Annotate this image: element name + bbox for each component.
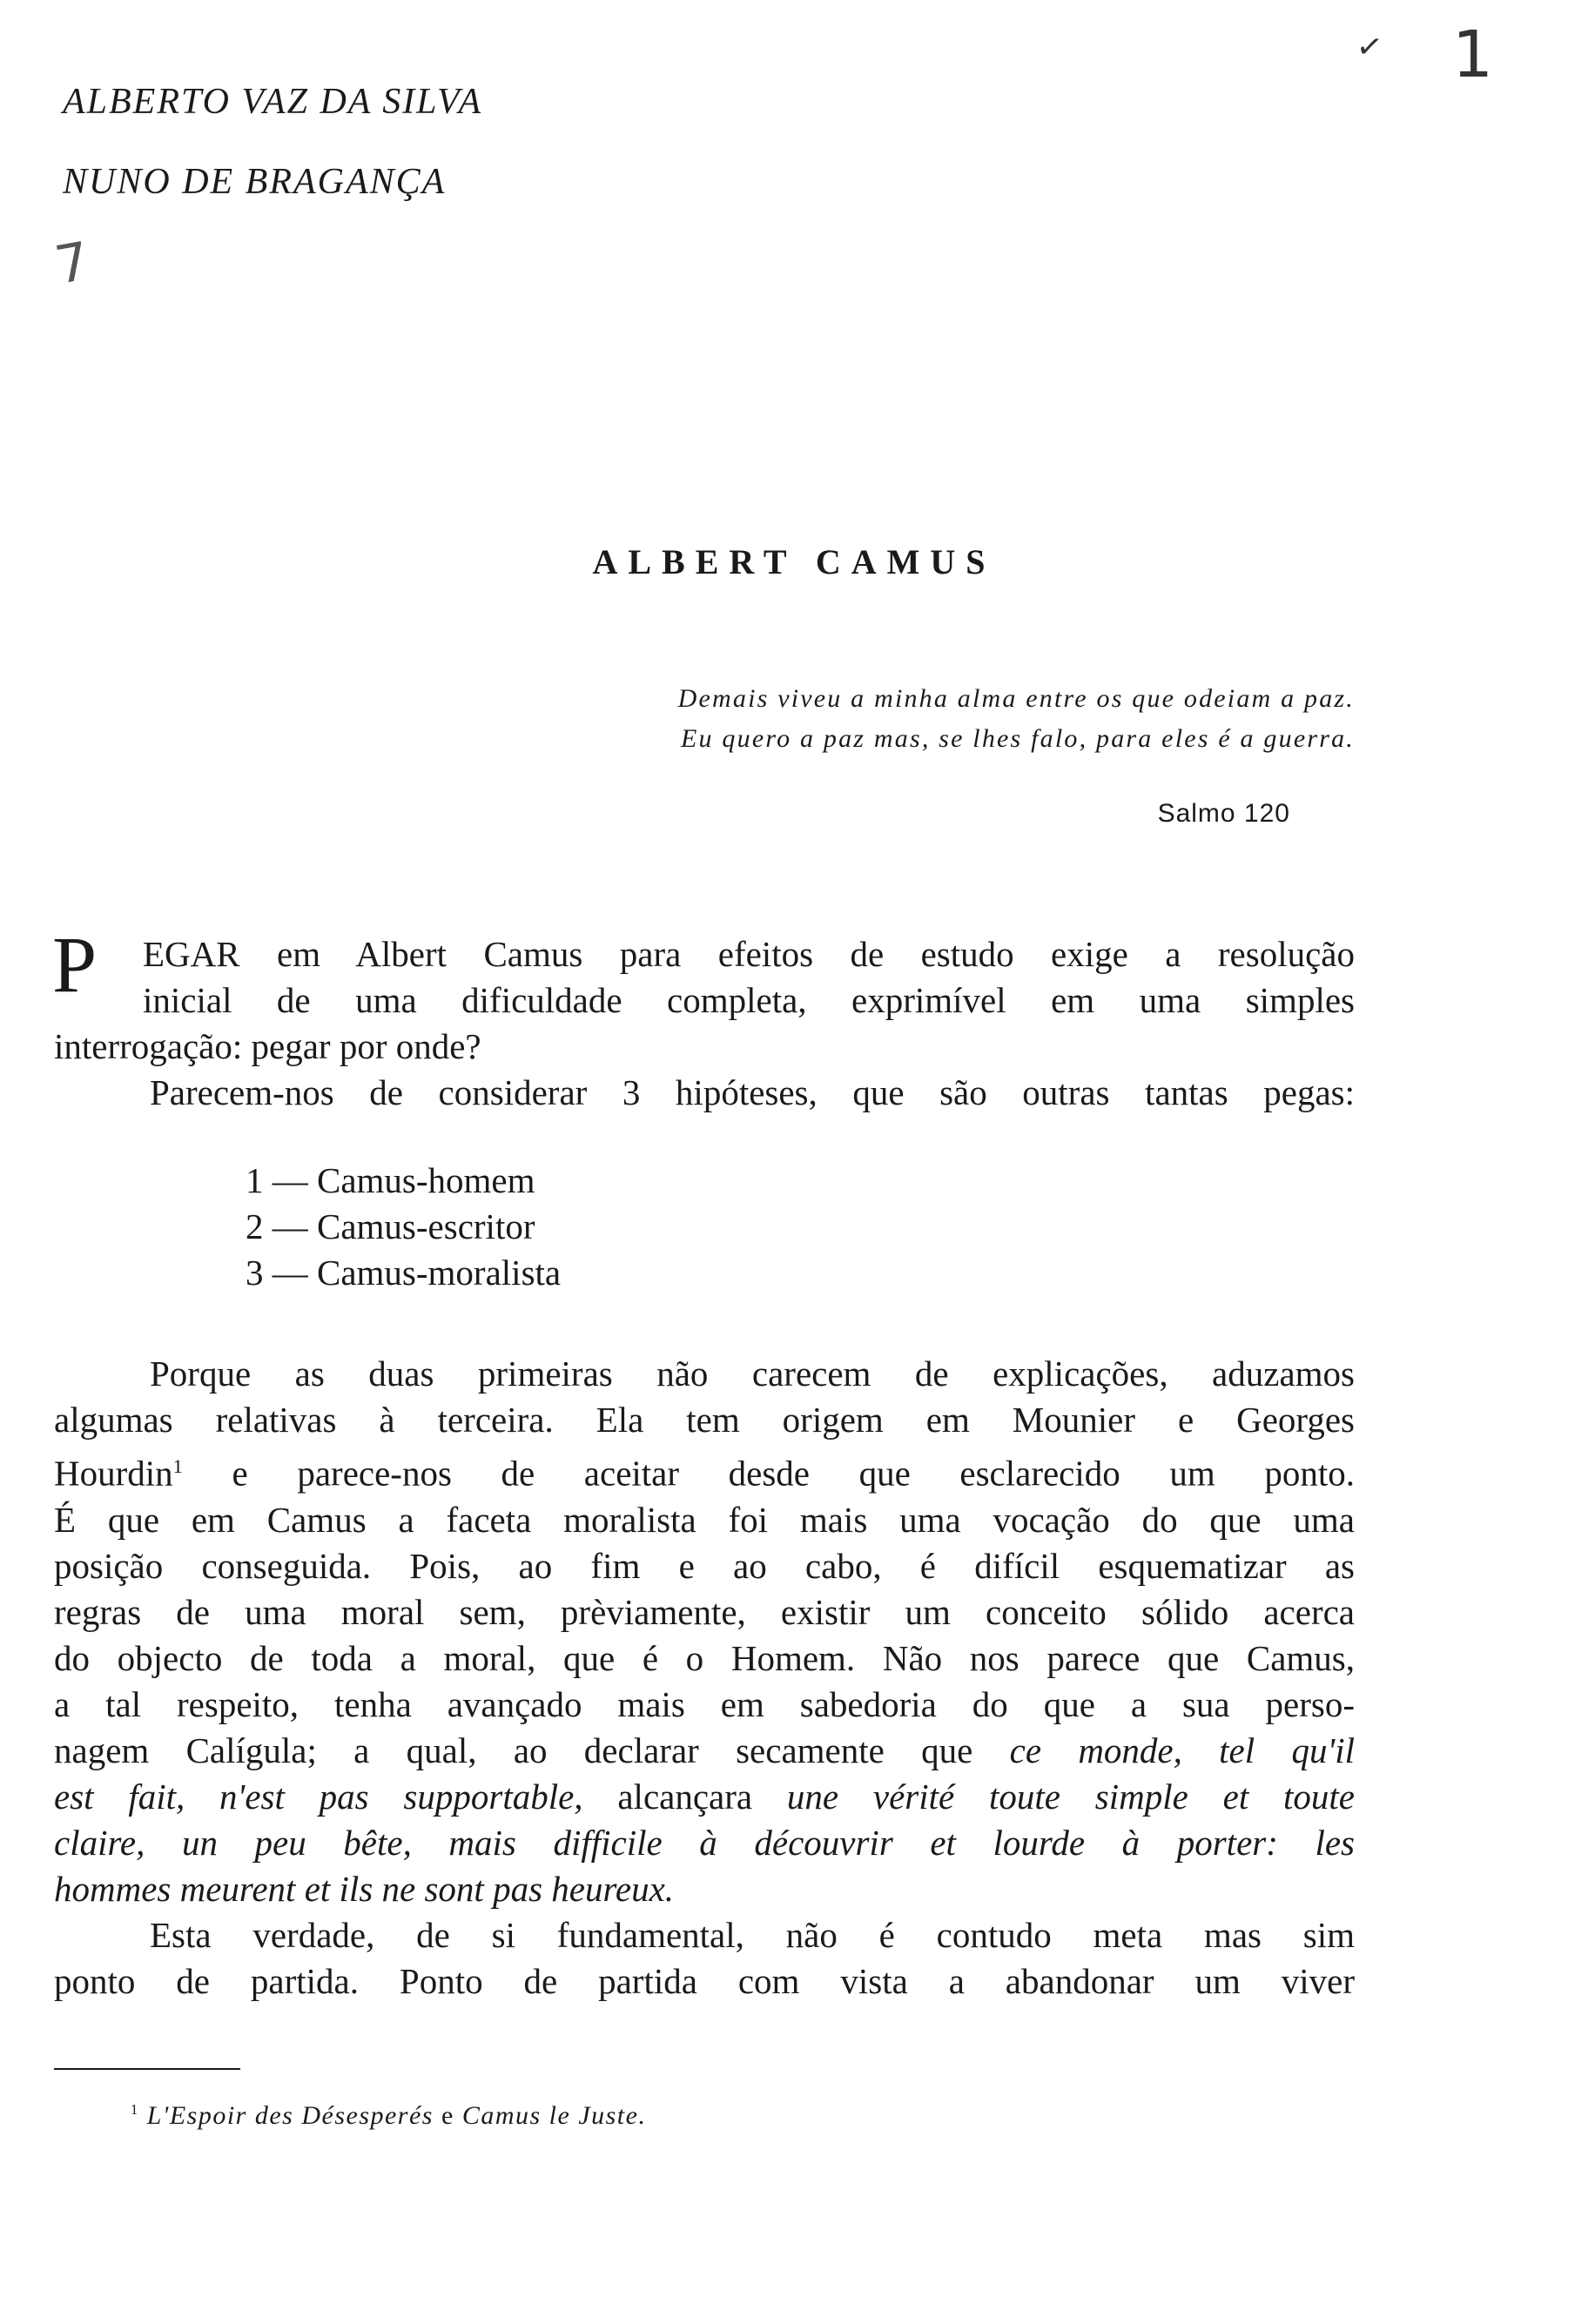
handwritten-page-number: 1: [1452, 17, 1494, 92]
epigraph-line: Eu quero a paz mas, se lhes falo, para eles é a guerra.: [681, 724, 1355, 753]
text-line: [54, 1774, 1355, 1820]
text-span: nagem Calígula; a qual, ao declarar secamente que: [54, 1730, 1010, 1770]
text-line: ponto de partida. Ponto de partida com vista a abandonar um viver: [54, 1960, 1355, 2001]
epigraph-line: Demais viveu a minha alma entre os que odeiam a paz.: [677, 684, 1355, 713]
text-line: Esta verdade, de si fundamental, não é contudo meta mas sim: [150, 1914, 1355, 1955]
footnote: [131, 2101, 646, 2131]
handwritten-margin-mark: 7: [50, 231, 94, 297]
text-line: [54, 1820, 1355, 1866]
text-span: e parece-nos de aceitar desde que esclarecido um ponto.: [182, 1453, 1355, 1494]
footnote-text: e: [433, 2101, 462, 2130]
drop-cap: P: [52, 920, 98, 1009]
text-line: regras de uma moral sem, prèviamente, existir um conceito sólido acerca: [54, 1591, 1355, 1632]
body-paragraph: [54, 1351, 1355, 2005]
text-line: Porque as duas primeiras não carecem de explicações, aduzamos: [150, 1353, 1355, 1394]
hypotheses-list: [246, 1158, 561, 1296]
list-item: 2 — Camus-escritor: [246, 1206, 535, 1246]
text-line: do objecto de toda a moral, que é o Homem. Não nos parece que Camus,: [54, 1637, 1355, 1678]
text-line: inicial de uma dificuldade completa, exprimível em uma simples: [143, 980, 1355, 1020]
text-line: [54, 1728, 1355, 1774]
author-name: NUNO DE BRAGANÇA: [63, 162, 447, 202]
epigraph-source: Salmo 120: [1157, 799, 1290, 828]
intro-paragraph: [54, 931, 1355, 1116]
footnote-ref: 1: [172, 1455, 183, 1477]
quote-span: une vérité toute simple et toute: [786, 1776, 1355, 1817]
text-line: a tal respeito, tenha avançado mais em sabedoria do que a sua perso-: [54, 1683, 1355, 1724]
footnote-title: L'Espoir des Désesperés: [146, 2101, 434, 2130]
quote-span: claire, un peu bête, mais difficile à découvrir et lourde à porter: les: [54, 1822, 1355, 1863]
text-line: [54, 1866, 1355, 1912]
handwritten-check-mark: ✓: [1354, 28, 1385, 67]
article-title: ALBERT CAMUS: [592, 542, 996, 581]
list-item: 3 — Camus-moralista: [246, 1253, 562, 1293]
footnote-marker: 1: [131, 2101, 139, 2118]
text-line: É que em Camus a faceta moralista foi mais uma vocação do que uma: [54, 1499, 1355, 1540]
list-item: 1 — Camus-homem: [246, 1160, 535, 1200]
text-line: algumas relativas à terceira. Ela tem origem em Mounier e Georges: [54, 1400, 1355, 1440]
text-line: EGAR em Albert Camus para efeitos de estudo exige a resolução: [143, 934, 1355, 974]
epigraph: [678, 679, 1355, 759]
quote-span: hommes meurent et ils ne sont pas heureux.: [54, 1868, 675, 1909]
text-line: [54, 1443, 1355, 1497]
text-span: Hourdin: [54, 1453, 173, 1494]
footnote-title: Camus le Juste.: [461, 2101, 647, 2130]
authors: [63, 84, 482, 244]
quote-span: est fait, n'est pas supportable,: [54, 1776, 583, 1817]
footnote-divider: [54, 2068, 240, 2070]
quote-span: ce monde, tel qu'il: [1009, 1730, 1355, 1770]
text-span: alcançara: [582, 1776, 787, 1817]
text-line: posição conseguida. Pois, ao fim e ao cabo, é difícil esquematizar as: [54, 1545, 1355, 1586]
text-line: interrogação: pegar por onde?: [54, 1026, 481, 1066]
author-name: ALBERTO VAZ DA SILVA: [63, 82, 483, 122]
text-line: Parecem-nos de considerar 3 hipóteses, que são outras tantas pegas:: [150, 1072, 1355, 1112]
